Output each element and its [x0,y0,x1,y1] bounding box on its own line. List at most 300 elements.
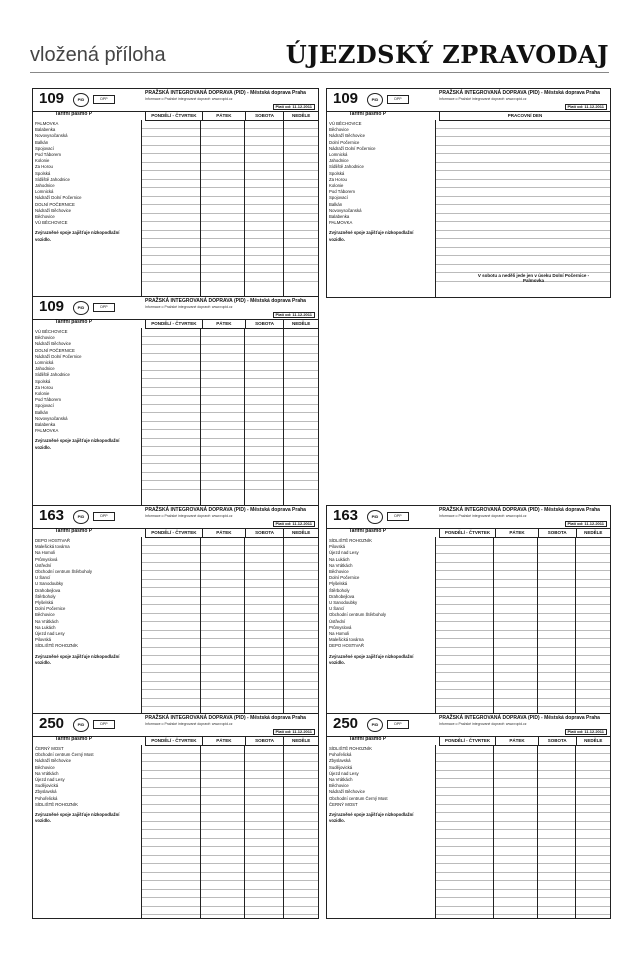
stop-name: Ústřední [329,618,346,624]
stop-name: Běchovice [329,569,349,575]
hour-row [142,665,318,674]
line-number: 109 [333,90,359,107]
stop-name: Obchodní centrum Štěrboholy [329,612,387,618]
hour-row [142,588,318,597]
stop-name: Běchovice [329,127,349,133]
valid-from: Platí od: 11.12.2011 [273,312,315,318]
hour-row [436,120,610,129]
hour-row [142,563,318,572]
hour-row [142,864,318,873]
hour-row [436,146,610,155]
hour-row [436,639,610,648]
stop-name: Kolonie [329,183,344,189]
timetable-line-250 [326,713,611,919]
hour-row [142,205,318,214]
hour-row [142,231,318,240]
pid-logo: PID [367,510,383,524]
stop-name: Nádraží Běchovice [329,789,366,795]
low-floor-note: Zvýrazněné spoje zajišťuje nízkopodlažní vozidlo. [329,812,414,824]
hour-row [436,597,610,606]
hour-row [436,537,610,546]
hour-row [142,154,318,163]
stop-name: DEPO HOSTIVAŘ [35,538,71,543]
hour-row [142,345,318,354]
stop-name: VÚ BĚCHOVICE [35,329,68,334]
low-floor-note: Zvýrazněné spoje zajišťuje nízkopodlažní vozidlo. [35,438,120,450]
dpp-logo: DPP [93,95,115,104]
hour-row [142,464,318,473]
hour-row [436,631,610,640]
stop-name: VÚ BĚCHOVICE [329,121,362,126]
stop-list [35,329,141,451]
stop-name: Běchovice [329,783,349,789]
hour-row [436,180,610,189]
hour-row [142,830,318,839]
hour-row [142,137,318,146]
hour-row [436,171,610,180]
operator-info: Informace o Pražské integrované dopravě: www.ropid.cz [145,305,233,309]
hour-row [436,673,610,682]
col-weekdays: PONDĚLÍ - ČTVRTEK [145,529,202,537]
hour-row [142,447,318,456]
stop-name: Lomnická [329,152,348,158]
hour-row [436,622,610,631]
hour-row [142,682,318,691]
hour-row [436,197,610,206]
stop-name: Pohořelická [329,752,352,758]
col-friday: PÁTEK [202,320,245,328]
hour-row [142,163,318,172]
stop-name: Kolonie [35,158,50,164]
stop-name: U Sanodoubky [35,581,64,587]
stop-name: Nádraží Běchovice [35,758,72,764]
stop-name: Běchovice [35,764,55,770]
pid-logo: PID [367,93,383,107]
stop-name: Balabenka [329,214,350,220]
hour-row [142,171,318,180]
stop-name: Na Homoli [329,631,350,637]
stop-name: Novovysočanská [35,415,68,421]
stop-name: Balkán [35,139,49,145]
hour-row [436,830,610,839]
stop-name: Újezd nad Lesy [35,777,65,783]
operator-name: PRAŽSKÁ INTEGROVANÁ DOPRAVA (PID) - Městská doprava Praha [439,715,600,721]
stop-list [35,746,141,824]
timetable-header [33,89,318,112]
hour-row [142,481,318,490]
stop-name: U Sanodoubky [329,600,358,606]
hour-row [436,754,610,763]
hour-row [142,328,318,337]
stop-name: Na Vrátkách [329,777,353,783]
col-sunday: NEDĚLE [283,320,318,328]
stop-name: Spolská [35,378,51,384]
stop-name: Balabenka [35,127,56,133]
timetable-header [327,89,610,112]
stop-name: Kolonie [35,391,50,397]
col-saturday: SOBOTA [538,737,576,745]
operator-info: Informace o Pražské integrované dopravě: www.ropid.cz [439,722,527,726]
hour-row [436,137,610,146]
stop-name: Novovysočanská [35,133,68,139]
stop-name: ČERNÝ MOST [329,801,358,807]
hour-row [436,779,610,788]
hour-row [142,898,318,907]
hour-row [436,546,610,555]
hour-row [436,154,610,163]
stop-name: VÚ BĚCHOVICE [35,220,68,226]
hour-row [142,222,318,231]
col-sunday: NEDĚLE [576,529,610,537]
operator-name: PRAŽSKÁ INTEGROVANÁ DOPRAVA (PID) - Městská doprava Praha [145,298,306,304]
hour-row [142,779,318,788]
hour-row [436,205,610,214]
hour-row [142,881,318,890]
stop-name: Štěrboholy [35,593,56,599]
hour-row [142,788,318,797]
operator-name: PRAŽSKÁ INTEGROVANÁ DOPRAVA (PID) - Městská doprava Praha [439,507,600,513]
hour-row [142,239,318,248]
low-floor-note: Zvýrazněné spoje zajišťuje nízkopodlažní vozidlo. [329,230,414,242]
hour-row [436,214,610,223]
stop-name: SÍDLIŠTĚ ROHOZNÍK [329,746,372,751]
hour-row [142,337,318,346]
timetable-line-163 [32,505,319,715]
stop-name: Dolní Počernice [35,606,66,612]
hour-row [142,839,318,848]
hour-row [142,371,318,380]
hour-row [436,796,610,805]
pid-logo: PID [73,301,89,315]
col-saturday: SOBOTA [245,112,283,120]
col-saturday: SOBOTA [245,737,283,745]
tariff-zone: Tarifní pásmo P [55,319,93,325]
stop-name: PALMOVKA [329,220,353,226]
operator-name: PRAŽSKÁ INTEGROVANÁ DOPRAVA (PID) - Městská doprava Praha [145,507,306,513]
timetable-line-163 [326,505,611,715]
stop-name: SÍDLIŠTĚ ROHOZNÍK [329,538,372,543]
dpp-logo: DPP [93,720,115,729]
hour-row [436,864,610,873]
hour-row [436,907,610,916]
pid-logo: PID [73,510,89,524]
hour-row [436,762,610,771]
hour-row [142,597,318,606]
stop-name: Spolská [329,170,345,176]
hour-row [436,248,610,257]
hour-row [142,648,318,657]
stop-name: Obchodní centrum Černý Most [35,752,94,758]
stop-list [329,121,435,243]
stop-name: Pod Táborem [329,189,355,195]
low-floor-note: Zvýrazněné spoje zajišťuje nízkopodlažní vozidlo. [35,230,120,242]
newsletter-title: ÚJEZDSKÝ ZPRAVODAJ [285,40,609,69]
hour-row [436,265,610,274]
tariff-zone: Tarifní pásmo P [349,111,387,117]
stop-name: Sídliště Jahodnice [35,372,70,378]
hour-row [436,656,610,665]
stop-name: Na Lukách [329,556,350,562]
operator-name: PRAŽSKÁ INTEGROVANÁ DOPRAVA (PID) - Městská doprava Praha [145,715,306,721]
hour-row [142,379,318,388]
hour-row [142,256,318,265]
timetable-header [327,714,610,737]
col-weekdays: PONDĚLÍ - ČTVRTEK [145,320,202,328]
operator-name: PRAŽSKÁ INTEGROVANÁ DOPRAVA (PID) - Městská doprava Praha [439,90,600,96]
hour-row [142,265,318,274]
stop-name: Újezd nad Lesy [329,770,359,776]
pid-logo: PID [73,718,89,732]
stop-name: PALMOVKA [35,428,59,434]
col-weekdays: PONDĚLÍ - ČTVRTEK [439,737,495,745]
stop-name: Nádraží Běchovice [329,133,366,139]
departure-grid [141,328,318,505]
hour-row [436,822,610,831]
stop-name: DOLNÍ POČERNICE [35,347,75,353]
low-floor-note: Zvýrazněné spoje zajišťuje nízkopodlažní vozidlo. [35,812,120,824]
hour-row [436,690,610,699]
hour-row [436,699,610,708]
stop-name: Sídliště Jahodnice [35,176,70,182]
line-number: 109 [39,90,65,107]
stop-name: Balabenka [35,422,56,428]
tariff-zone: Tarifní pásmo P [55,111,93,117]
section-label: vložená příloha [30,44,166,66]
hour-row [436,188,610,197]
stop-name: Pohořelická [35,795,58,801]
hour-row [142,631,318,640]
stop-name: Průmyslová [329,624,352,630]
hour-row [142,456,318,465]
hour-row [142,690,318,699]
hour-row [142,388,318,397]
hour-row [436,745,610,754]
col-friday: PÁTEK [202,112,245,120]
timetable-line-109 [326,88,611,298]
stop-name: Spojovací [35,403,54,409]
hour-row [436,847,610,856]
hour-row [436,771,610,780]
col-friday: PÁTEK [495,737,538,745]
hour-row [142,473,318,482]
hour-row [142,146,318,155]
stop-name: Nádraží Dolní Počernice [329,145,376,151]
hour-row [436,580,610,589]
hour-row [142,796,318,805]
tariff-zone: Tarifní pásmo P [349,736,387,742]
stop-name: Nádraží Dolní Počernice [35,195,82,201]
hour-row [436,648,610,657]
stop-name: Na Vrátkách [35,618,59,624]
stop-name: Malešická továrna [329,637,364,643]
hour-row [142,537,318,546]
dpp-logo: DPP [93,303,115,312]
col-saturday: SOBOTA [538,529,576,537]
stop-name: Spojovací [35,145,54,151]
stop-name: Za Horou [329,176,347,182]
operator-info: Informace o Pražské integrované dopravě: www.ropid.cz [439,514,527,518]
col-friday: PÁTEK [202,737,245,745]
stop-name: Sídliště Jahodnice [329,164,364,170]
line-number: 250 [333,715,359,732]
stop-name: Lomnická [35,189,54,195]
stop-name: Plyšelská [35,600,54,606]
hour-row [142,754,318,763]
hour-row [142,405,318,414]
dpp-logo: DPP [387,512,409,521]
hour-row [436,881,610,890]
col-sunday: NEDĚLE [283,737,318,745]
stop-name: Běchovice [35,214,55,220]
stop-name: Běchovice [35,612,55,618]
col-sunday: NEDĚLE [576,737,610,745]
stop-name: Nádraží Dolní Počernice [35,353,82,359]
col-weekdays: PONDĚLÍ - ČTVRTEK [439,529,495,537]
stop-name: Sudějovická [329,764,353,770]
valid-from: Platí od: 11.12.2011 [273,104,315,110]
stop-name: Zbyslavská [329,758,351,764]
stop-name: Pod Táborem [35,152,61,158]
stop-name: ČERNÝ MOST [35,746,64,751]
stop-name: Na Vrátkách [35,770,59,776]
timetable-line-109 [32,296,319,506]
col-saturday: SOBOTA [245,320,283,328]
hour-row [142,580,318,589]
hour-row [436,129,610,138]
stop-name: Pod Táborem [35,397,61,403]
hour-row [142,120,318,129]
hour-row [436,856,610,865]
valid-from: Platí od: 11.12.2011 [273,521,315,527]
stop-name: Drahobejlova [35,587,61,593]
stop-list [329,746,435,824]
low-floor-note: Zvýrazněné spoje zajišťuje nízkopodlažní vozidlo. [35,653,120,665]
hour-row [436,163,610,172]
hour-row [436,588,610,597]
hour-row [436,682,610,691]
departure-grid [435,537,610,714]
hour-row [436,571,610,580]
hour-row [142,890,318,899]
stop-name: Balkán [329,201,343,207]
stop-name: Nádraží Běchovice [35,341,72,347]
hour-row [142,362,318,371]
hour-row [142,813,318,822]
pid-logo: PID [73,93,89,107]
stop-name: DOLNÍ POČERNICE [35,201,75,207]
col-sunday: NEDĚLE [283,529,318,537]
hour-row [436,873,610,882]
col-weekdays: PONDĚLÍ - ČTVRTEK [145,112,202,120]
stop-name: Újezd nad Lesy [35,631,65,637]
hour-row [436,839,610,848]
dpp-logo: DPP [387,720,409,729]
operator-name: PRAŽSKÁ INTEGROVANÁ DOPRAVA (PID) - Městská doprava Praha [145,90,306,96]
dpp-logo: DPP [93,512,115,521]
stop-name: SÍDLIŠTĚ ROHOZNÍK [35,643,78,649]
hour-row [142,745,318,754]
line-number: 163 [333,507,359,524]
hour-row [142,554,318,563]
line-number: 250 [39,715,65,732]
operator-info: Informace o Pražské integrované dopravě: www.ropid.cz [145,722,233,726]
timetable-header [33,714,318,737]
stop-name: Sudějovická [35,783,59,789]
hour-row [142,571,318,580]
tariff-zone: Tarifní pásmo P [55,528,93,534]
stop-name: PALMOVKA [35,121,59,126]
stop-name: Na Lukách [35,624,56,630]
hour-row [142,197,318,206]
header-divider [30,72,609,73]
hour-row [142,847,318,856]
stop-name: Jahodnice [35,366,55,372]
stop-name: Dolní Počernice [329,139,360,145]
stop-name: Ústřední [35,562,52,568]
hour-row [436,231,610,240]
hour-row [436,605,610,614]
stop-name: Obchodní centrum Štěrboholy [35,569,93,575]
hour-row [436,614,610,623]
hour-row [142,656,318,665]
col-workday: PRACOVNÍ DEN [439,112,610,120]
stop-name: Malešická továrna [35,544,70,550]
hour-row [142,354,318,363]
stop-name: Spolská [35,170,51,176]
hour-row [142,413,318,422]
hour-row [142,805,318,814]
operator-info: Informace o Pražské integrované dopravě: www.ropid.cz [145,97,233,101]
hour-row [436,788,610,797]
stop-name: Jahodnice [35,183,55,189]
service-note: V sobotu a neděli jede jen v úseku Dolní Počernice - Palmovka [477,273,590,283]
departure-grid [141,745,318,918]
hour-row [142,129,318,138]
col-friday: PÁTEK [495,529,538,537]
timetable-line-250 [32,713,319,919]
hour-row [142,430,318,439]
pid-logo: PID [367,718,383,732]
stop-name: Průmyslová [35,556,58,562]
stop-list [35,121,141,243]
stop-name: Újezd nad Lesy [329,550,359,556]
tariff-zone: Tarifní pásmo P [349,528,387,534]
hour-row [142,856,318,865]
low-floor-note: Zvýrazněné spoje zajišťuje nízkopodlažní vozidlo. [329,653,414,665]
tariff-zone: Tarifní pásmo P [55,736,93,742]
hour-row [142,605,318,614]
stop-name: Běchovice [35,335,55,341]
stop-name: Dolní Počernice [329,575,360,581]
departure-grid [141,537,318,714]
hour-row [142,614,318,623]
hour-row [436,665,610,674]
stop-name: Na Vrátkách [329,562,353,568]
dpp-logo: DPP [387,95,409,104]
hour-row [436,554,610,563]
col-sunday: NEDĚLE [283,112,318,120]
operator-info: Informace o Pražské integrované dopravě: www.ropid.cz [439,97,527,101]
hour-row [142,622,318,631]
hour-row [436,898,610,907]
stop-name: DEPO HOSTIVAŘ [329,643,365,649]
departure-grid [435,120,610,297]
stop-name: U Šancí [35,575,51,581]
hour-row [142,907,318,916]
hour-row [142,822,318,831]
hour-row [142,273,318,282]
timetable-header [33,297,318,320]
